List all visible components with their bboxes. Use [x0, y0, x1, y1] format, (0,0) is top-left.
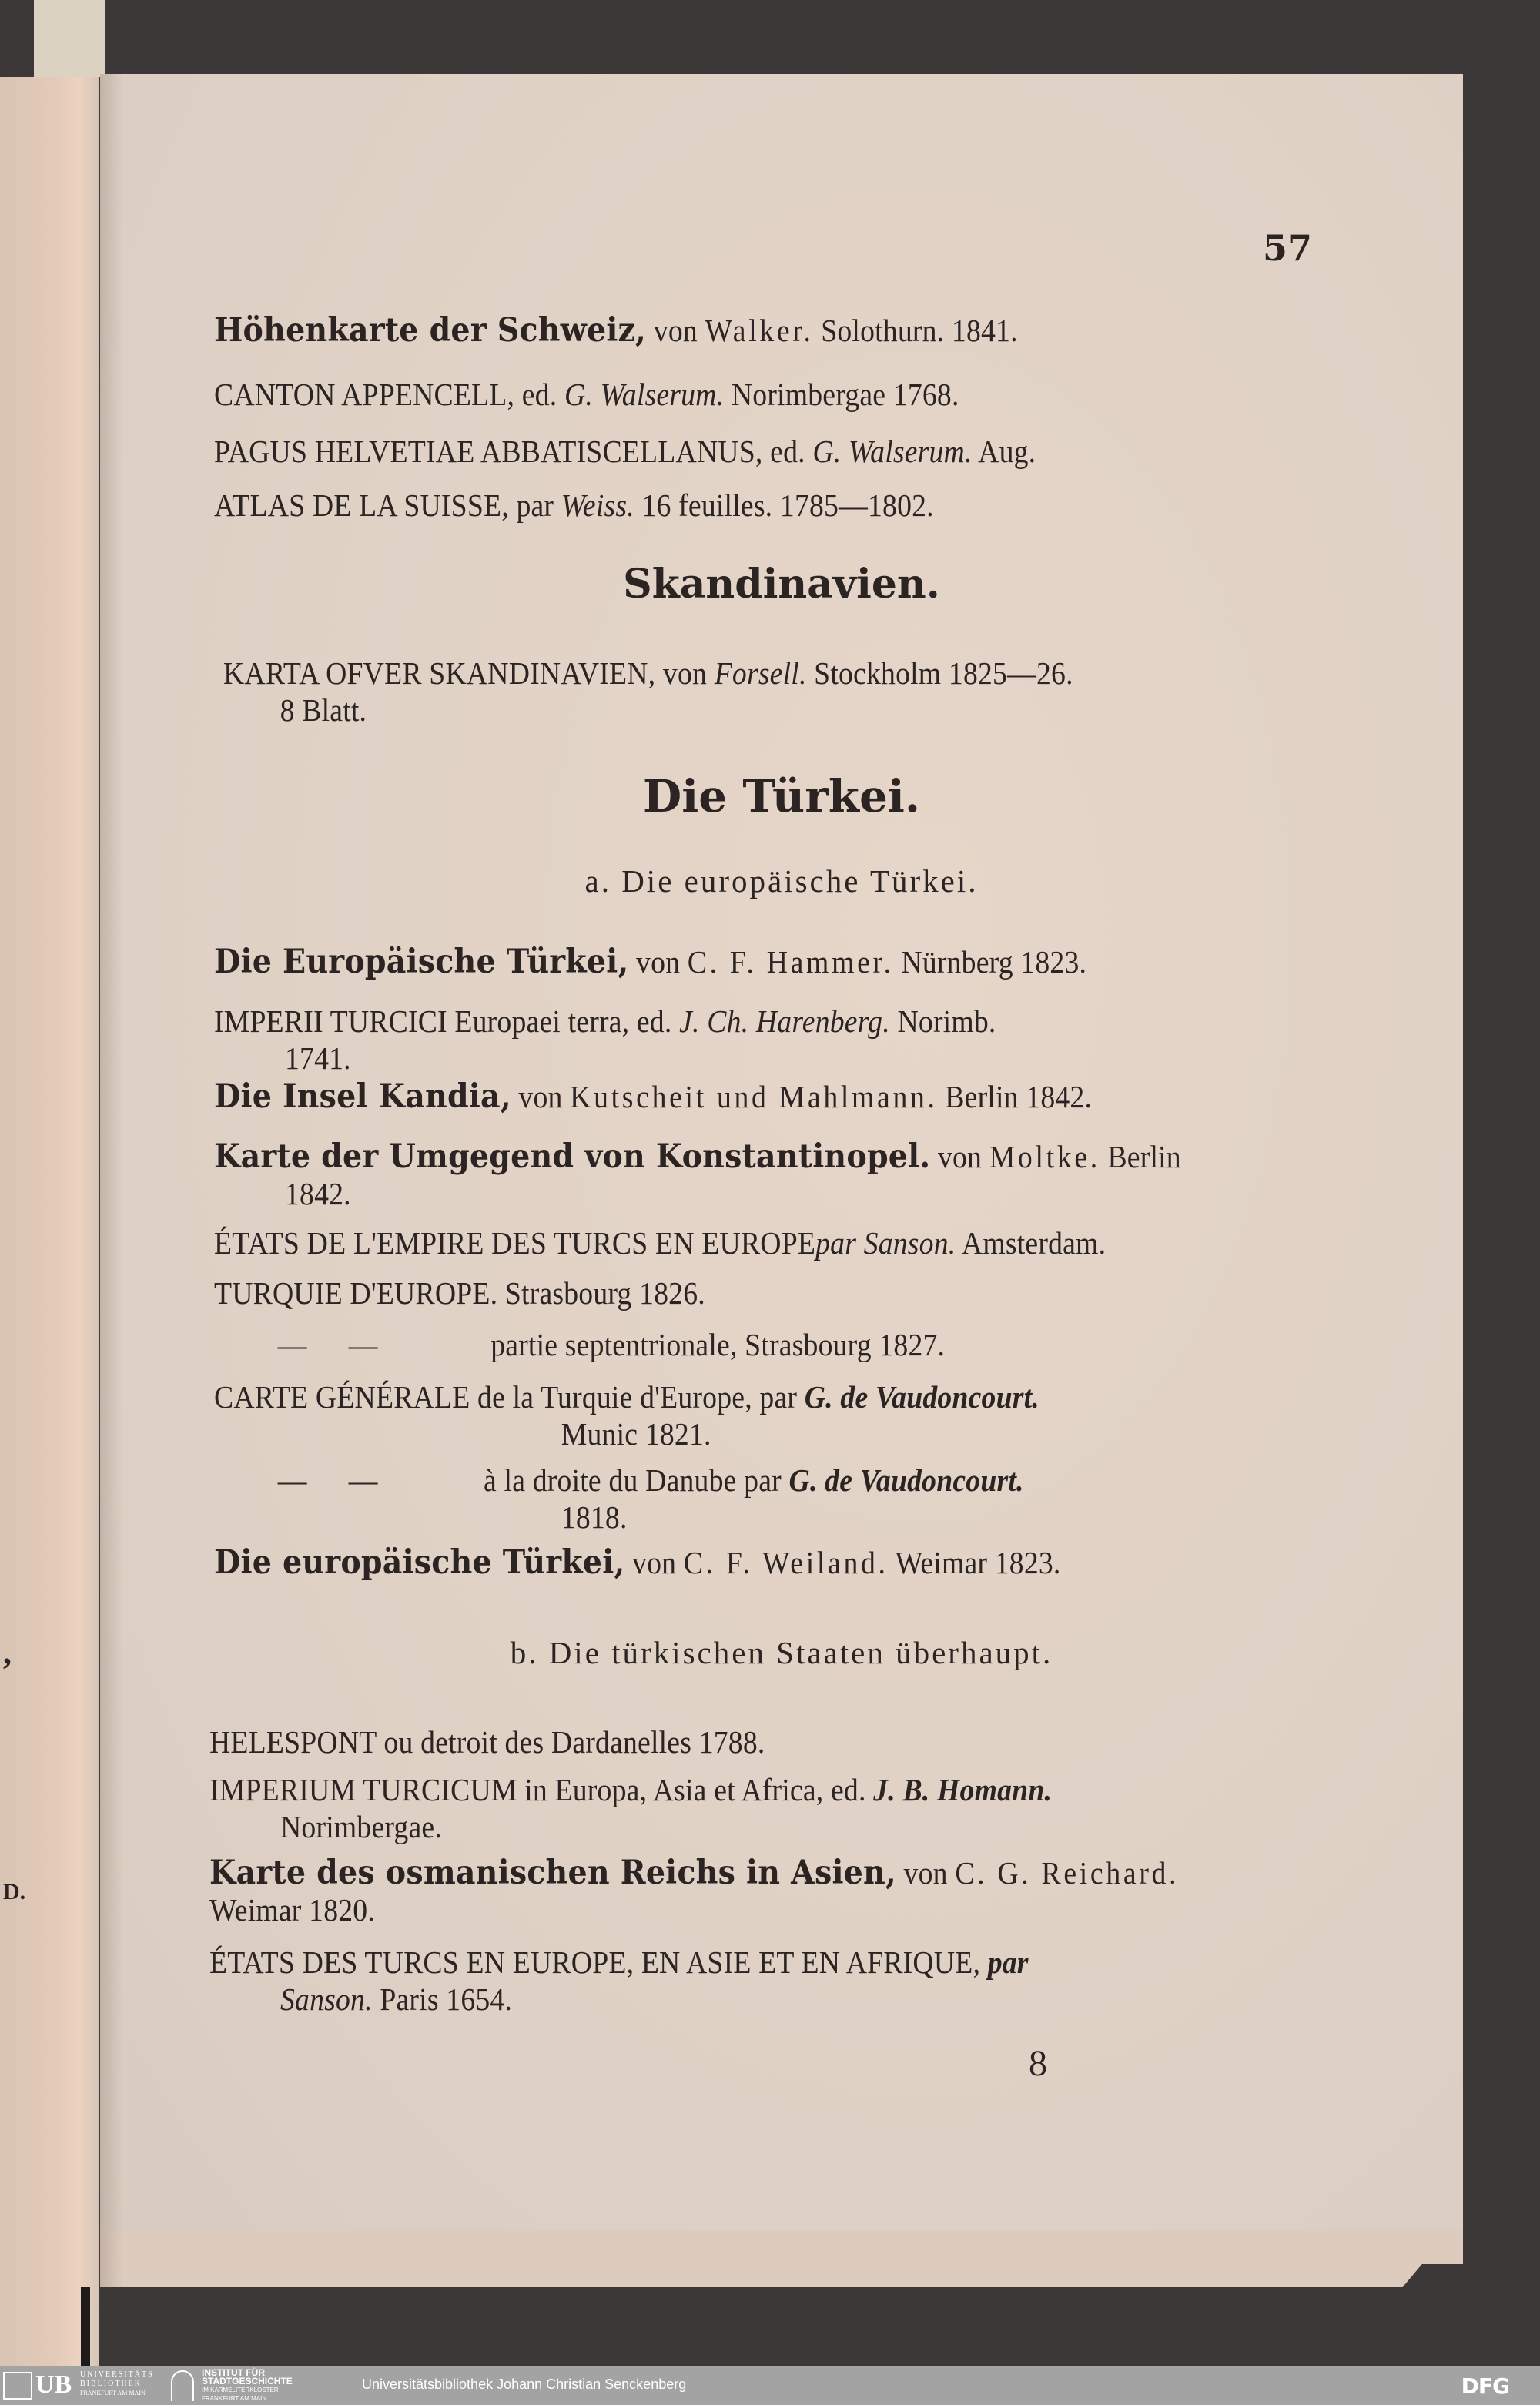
entry-imprint: Nürnberg 1823. — [901, 944, 1087, 980]
page-number: 57 — [1263, 227, 1313, 269]
gutter-shadow — [100, 74, 123, 2287]
entry-continuation: Paris 1654. — [380, 1981, 513, 2017]
institution-name: Universitätsbibliothek Johann Christian Senckenberg — [362, 2377, 687, 2392]
entry-title: KARTA OFVER SKANDINAVIEN, — [223, 655, 656, 691]
ditto-mark: — — [348, 1462, 378, 1498]
ditto-mark: — — [348, 1327, 378, 1362]
entry-connector: de la Turquie d'Europe, par — [477, 1379, 798, 1415]
entry-continuation: Munic 1821. — [561, 1416, 711, 1452]
ub-line: FRANKFURT AM MAIN — [80, 2390, 146, 2397]
entry-title: Die europäische Türkei, — [214, 1543, 625, 1582]
entry-author: G. de Vaudoncourt. — [804, 1379, 1040, 1415]
previous-page-bleed-marks — [0, 0, 99, 2366]
isg-line: IM KARMELITERKLOSTER — [202, 2387, 279, 2393]
isg-line: INSTITUT FÜR — [202, 2367, 265, 2378]
catalog-entry-ditto — [214, 1462, 1220, 1536]
catalog-entry — [214, 1078, 1220, 1115]
catalog-entry-ditto — [214, 1326, 1220, 1363]
entry-title: ATLAS DE LA SUISSE, — [214, 487, 509, 523]
catalog-entry — [214, 1003, 1220, 1077]
entry-author-continuation: Sanson. — [280, 1981, 373, 2017]
entry-title: Höhenkarte der Schweiz, — [214, 311, 647, 350]
entry-title: HELESPONT — [209, 1724, 377, 1760]
entry-connector: Europaei terra, ed. — [454, 1003, 672, 1039]
entry-imprint: à la droite du Danube par — [484, 1462, 782, 1498]
ub-logo-icon — [3, 2372, 32, 2400]
entry-author: G. Walserum. — [812, 434, 973, 469]
edge-mark: , — [3, 1633, 12, 1671]
entry-title: Die Insel Kandia, — [214, 1077, 511, 1116]
ditto-mark: — — [277, 1327, 307, 1362]
entry-imprint: Strasbourg 1826. — [504, 1275, 705, 1311]
catalog-entry — [214, 312, 1220, 349]
entry-title: Karte der Umgegend von Konstantinopel. — [214, 1137, 931, 1176]
catalog-entry — [214, 487, 1220, 524]
entry-continuation: 8 Blatt. — [280, 692, 367, 728]
entry-author: Weiss. — [561, 487, 634, 523]
entry-author: Forsell. — [714, 655, 807, 691]
catalog-entry — [209, 1854, 1215, 1928]
entry-connector: ed. — [521, 377, 557, 412]
catalog-entry — [209, 1944, 1215, 2018]
entry-connector: von — [903, 1855, 948, 1891]
catalog-entry — [214, 943, 1220, 980]
entry-connector: von — [636, 944, 681, 980]
catalog-entry — [214, 1378, 1220, 1452]
entry-title: IMPERII TURCICI — [214, 1003, 447, 1039]
section-heading-turkei: Die Türkei. — [642, 770, 921, 822]
section-heading-skandinavien: Skandinavien. — [623, 561, 940, 608]
entry-title: Karte des osmanischen Reichs in Asien, — [209, 1854, 896, 1892]
entry-author: par Sanson. — [815, 1225, 956, 1261]
entry-title: Die Europäische Türkei, — [214, 943, 629, 981]
ub-line: BIBLIOTHEK — [80, 2380, 142, 2388]
catalog-entry — [214, 376, 1220, 413]
isg-line: STADTGESCHICHTE — [202, 2376, 293, 2387]
signature-mark: 8 — [1029, 2043, 1047, 2084]
entry-connector: von — [662, 655, 708, 691]
entry-connector: von — [518, 1079, 563, 1114]
entry-title: ÉTATS DES TURCS EN EUROPE, EN ASIE ET EN AFRIQUE, — [209, 1944, 981, 1980]
entry-imprint: Weimar 1823. — [895, 1545, 1061, 1580]
dfg-logo: DFG — [1461, 2373, 1509, 2399]
entry-connector: ou detroit des Dardanelles 1788. — [383, 1724, 765, 1760]
ditto-mark: — — [277, 1462, 307, 1498]
subsection-heading-european-turkey: a. Die europäische Türkei. — [584, 863, 979, 899]
entry-title: TURQUIE D'EUROPE. — [214, 1275, 498, 1311]
catalog-entry — [214, 433, 1220, 470]
entry-author: Kutscheit und Mahlmann. — [570, 1079, 938, 1114]
entry-connector: ed. — [770, 434, 805, 469]
entry-continuation: Weimar 1820. — [209, 1892, 375, 1928]
entry-imprint: Berlin — [1107, 1139, 1181, 1174]
catalog-entry — [214, 1138, 1220, 1212]
entry-title: PAGUS HELVETIAE ABBATISCELLANUS, — [214, 434, 763, 469]
entry-author: J. Ch. Harenberg. — [679, 1003, 890, 1039]
entry-author: Moltke. — [989, 1139, 1100, 1174]
entry-continuation: Norimbergae. — [280, 1809, 442, 1844]
entry-imprint: Amsterdam. — [961, 1225, 1106, 1261]
ub-mark: UB — [35, 2370, 72, 2399]
catalog-entry — [209, 1771, 1215, 1845]
book-page-bottom — [100, 2230, 1463, 2287]
ub-line: UNIVERSITÄTS — [80, 2370, 154, 2379]
catalog-entry — [223, 655, 1229, 729]
entry-author: C. F. Hammer. — [687, 944, 894, 980]
entry-author: G. Walserum. — [564, 377, 725, 412]
entry-author: par — [987, 1944, 1029, 1980]
entry-author: C. G. Reichard. — [955, 1855, 1180, 1891]
entry-continuation: 1741. — [285, 1040, 351, 1076]
isg-line: FRANKFURT AM MAIN — [202, 2395, 267, 2402]
isg-arch-icon — [171, 2370, 194, 2401]
entry-imprint: 16 feuilles. 1785—1802. — [641, 487, 934, 523]
entry-imprint: Norimb. — [897, 1003, 996, 1039]
entry-connector: von — [937, 1139, 983, 1174]
entry-author: G. de Vaudoncourt. — [788, 1462, 1024, 1498]
entry-title: ÉTATS DE L'EMPIRE DES TURCS EN EUROPE — [214, 1225, 816, 1261]
entry-continuation: 1842. — [285, 1176, 351, 1211]
edge-mark: D. — [3, 1879, 26, 1904]
entry-imprint: Berlin 1842. — [945, 1079, 1093, 1114]
entry-author: C. F. Weiland. — [683, 1545, 889, 1580]
entry-connector: par — [516, 487, 554, 523]
entry-connector: von — [653, 313, 698, 348]
entry-author: J. B. Homann. — [873, 1772, 1053, 1807]
ub-wordmark — [80, 2370, 154, 2398]
entry-imprint: Aug. — [978, 434, 1036, 469]
entry-title: CANTON APPENCELL, — [214, 377, 515, 412]
catalog-entry — [214, 1275, 1220, 1311]
entry-title: CARTE GÉNÉRALE — [214, 1379, 470, 1415]
subsection-heading-turkish-states: b. Die türkischen Staaten überhaupt. — [510, 1635, 1053, 1670]
entry-connector: in Europa, Asia et Africa, ed. — [524, 1772, 866, 1807]
entry-imprint: Stockholm 1825—26. — [814, 655, 1073, 691]
footer-bar — [0, 2366, 1540, 2405]
catalog-entry — [214, 1544, 1220, 1581]
entry-imprint: Norimbergae 1768. — [731, 377, 959, 412]
entry-title: IMPERIUM TURCICUM — [209, 1772, 517, 1807]
isg-wordmark — [202, 2369, 293, 2403]
entry-imprint: Solothurn. 1841. — [821, 313, 1018, 348]
entry-continuation: 1818. — [561, 1499, 628, 1535]
catalog-entry — [209, 1723, 1215, 1760]
entry-imprint: partie septentrionale, Strasbourg 1827. — [490, 1327, 946, 1362]
catalog-entry — [214, 1224, 1220, 1261]
entry-author: Walker. — [705, 313, 814, 348]
entry-connector: von — [632, 1545, 677, 1580]
